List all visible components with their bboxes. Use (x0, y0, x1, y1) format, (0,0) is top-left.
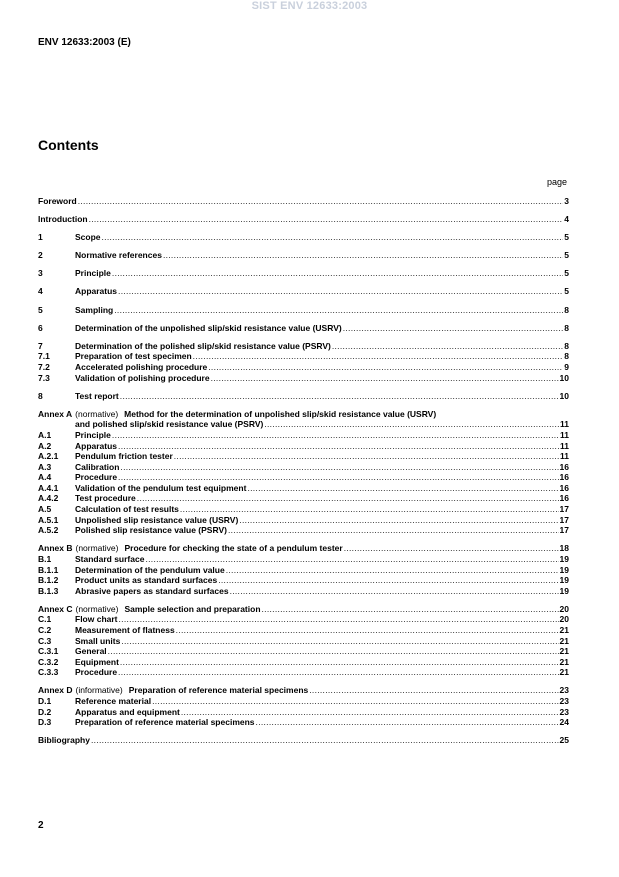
toc-entry[interactable] (38, 565, 569, 576)
toc-entry-page: 5 (564, 286, 569, 297)
annex-title: Sample selection and preparation (124, 603, 261, 614)
toc-entry-page: 21 (559, 656, 569, 667)
toc-entry[interactable] (38, 636, 569, 647)
toc-entry[interactable] (38, 696, 569, 707)
toc-entry[interactable] (38, 351, 569, 362)
toc-entry-page: 5 (564, 250, 569, 261)
toc-entry[interactable] (38, 575, 569, 586)
toc-leader-dots (118, 286, 563, 297)
toc-leader-dots (112, 268, 563, 279)
annex-label: Annex B (38, 543, 73, 554)
toc-entry[interactable] (38, 441, 569, 452)
toc-leader-dots (208, 362, 563, 373)
toc-entry-title: Test procedure (75, 493, 136, 504)
toc-entry[interactable] (38, 196, 569, 207)
watermark: SIST ENV 12633:2003 (251, 0, 368, 12)
toc-leader-dots (118, 667, 558, 678)
annex-title-continued: and polished slip/skid resistance value (PSRV) (75, 419, 264, 430)
page-number: 2 (38, 820, 44, 831)
toc-leader-dots (119, 614, 559, 625)
toc-entry-title: Validation of the pendulum test equipment (75, 482, 247, 493)
toc-entry[interactable] (38, 232, 569, 243)
toc-entry[interactable] (38, 430, 569, 441)
toc-entry-page: 21 (559, 667, 569, 678)
toc-leader-dots (112, 430, 559, 441)
toc-entry-title: Preparation of test specimen (75, 351, 192, 362)
toc-entry-number: A.5 (38, 504, 52, 515)
toc-entry[interactable] (38, 472, 569, 483)
toc-entry-page: 17 (559, 504, 569, 515)
toc-leader-dots (163, 250, 563, 261)
toc-entry-number: C.3.1 (38, 646, 59, 657)
toc-leader-dots (89, 214, 564, 225)
toc-entry-title: Calibration (75, 461, 120, 472)
toc-leader-dots (102, 232, 564, 243)
toc-entry-title: Apparatus and equipment (75, 706, 180, 717)
page-column-label: page (546, 177, 567, 187)
toc-entry-page: 11 (560, 429, 569, 440)
toc-entry-title: Bibliography (38, 735, 90, 746)
toc-entry-page: 10 (559, 372, 569, 383)
toc-entry[interactable] (38, 341, 569, 352)
annex-heading[interactable] (38, 543, 569, 554)
toc-entry-title: Normative references (75, 250, 162, 261)
annex-title: Procedure for checking the state of a pendulum tester (124, 543, 343, 554)
toc-entry[interactable] (38, 362, 569, 373)
toc-leader-dots (264, 419, 559, 430)
toc-entry-number: B.1.2 (38, 575, 59, 586)
toc-entry-number: A.4 (38, 472, 52, 483)
table-of-contents (38, 196, 569, 746)
toc-entry-number: A.5.1 (38, 514, 59, 525)
toc-entry-number: 1 (38, 232, 43, 243)
annex-title: Preparation of reference material specimens (128, 685, 309, 696)
annex-page: 11 (560, 419, 569, 430)
toc-entry[interactable] (38, 646, 569, 657)
toc-entry-page: 4 (564, 214, 569, 225)
toc-entry-number: 6 (38, 322, 43, 333)
toc-leader-dots (344, 543, 559, 554)
toc-leader-dots (332, 341, 563, 352)
toc-leader-dots (218, 575, 558, 586)
toc-entry[interactable] (38, 717, 569, 728)
toc-entry[interactable] (38, 250, 569, 261)
toc-leader-dots (91, 735, 559, 746)
toc-leader-dots (211, 373, 559, 384)
toc-entry-number: C.3.3 (38, 667, 59, 678)
toc-entry-page: 11 (560, 451, 569, 462)
toc-leader-dots (121, 636, 558, 647)
toc-entry-page: 19 (559, 564, 569, 575)
toc-entry-title: Apparatus (75, 286, 118, 297)
toc-entry-title: Product units as standard surfaces (75, 575, 218, 586)
annex-page: 18 (559, 543, 569, 554)
toc-entry-number: C.3.2 (38, 656, 59, 667)
toc-entry-title: Small units (75, 635, 121, 646)
toc-entry[interactable] (38, 286, 569, 297)
toc-leader-dots (120, 391, 559, 402)
toc-entry-title: Preparation of reference material specimens (75, 717, 255, 728)
toc-entry[interactable] (38, 451, 569, 462)
toc-entry-title: Flow chart (75, 614, 118, 625)
toc-leader-dots (343, 323, 564, 334)
toc-entry-page: 5 (564, 268, 569, 279)
toc-entry-number: 7.3 (38, 372, 50, 383)
toc-entry[interactable] (38, 268, 569, 279)
annex-heading-continued[interactable] (38, 419, 569, 430)
toc-entry-number: 8 (38, 390, 43, 401)
toc-leader-dots (78, 196, 564, 207)
toc-leader-dots (180, 504, 559, 515)
toc-entry-number: 7 (38, 340, 43, 351)
toc-entry-page: 21 (559, 635, 569, 646)
toc-entry[interactable] (38, 214, 569, 225)
toc-entry-page: 16 (559, 461, 569, 472)
toc-entry[interactable] (38, 483, 569, 494)
toc-entry-number: 7.2 (38, 361, 50, 372)
annex-label: Annex A (38, 408, 73, 419)
toc-entry[interactable] (38, 707, 569, 718)
toc-entry[interactable] (38, 625, 569, 636)
toc-entry-page: 8 (564, 304, 569, 315)
toc-entry-title: Principle (75, 429, 111, 440)
toc-leader-dots (145, 554, 558, 565)
toc-entry-number: B.1.3 (38, 585, 59, 596)
toc-entry-title: Polished slip resistance value (PSRV) (75, 525, 227, 536)
toc-entry-number: C.1 (38, 614, 52, 625)
annex-kind: (informative) (75, 685, 123, 696)
toc-entry[interactable] (38, 515, 569, 526)
toc-entry-title: Introduction (38, 214, 88, 225)
toc-entry-number: 4 (38, 286, 43, 297)
annex-kind: (normative) (75, 408, 119, 419)
toc-leader-dots (137, 493, 559, 504)
toc-entry-page: 8 (564, 351, 569, 362)
toc-leader-dots (193, 351, 564, 362)
toc-entry-number: 3 (38, 268, 43, 279)
toc-entry-number: A.2.1 (38, 451, 59, 462)
toc-entry-page: 17 (559, 514, 569, 525)
toc-entry-title: Sampling (75, 304, 114, 315)
toc-entry[interactable] (38, 586, 569, 597)
annex-heading[interactable] (38, 604, 569, 615)
toc-entry-page: 19 (559, 575, 569, 586)
toc-entry[interactable] (38, 493, 569, 504)
toc-entry-title: Unpolished slip resistance value (USRV) (75, 514, 239, 525)
toc-entry-page: 16 (559, 482, 569, 493)
toc-entry[interactable] (38, 504, 569, 515)
toc-leader-dots (176, 625, 559, 636)
toc-leader-dots (174, 451, 559, 462)
toc-entry-number: A.4.2 (38, 493, 59, 504)
toc-entry[interactable] (38, 462, 569, 473)
annex-heading[interactable] (38, 685, 569, 696)
toc-entry-title: Apparatus (75, 440, 118, 451)
annex-page: 23 (559, 685, 569, 696)
toc-entry[interactable] (38, 391, 569, 402)
toc-entry[interactable] (38, 525, 569, 536)
annex-heading[interactable] (38, 409, 569, 420)
toc-entry-title: Procedure (75, 667, 118, 678)
annex-label: Annex C (38, 603, 73, 614)
toc-entry-title: Accelerated polishing procedure (75, 361, 208, 372)
toc-entry-title: Reference material (75, 696, 152, 707)
annex-page: 20 (559, 603, 569, 614)
toc-entry-number: A.4.1 (38, 482, 59, 493)
toc-leader-dots (118, 441, 559, 452)
toc-entry-title: Standard surface (75, 553, 145, 564)
toc-entry-number: 2 (38, 250, 43, 261)
toc-leader-dots (262, 604, 559, 615)
toc-leader-dots (120, 657, 559, 668)
toc-entry-page: 11 (560, 440, 569, 451)
toc-entry-page: 5 (564, 232, 569, 243)
toc-entry-title: Measurement of flatness (75, 625, 175, 635)
toc-leader-dots (152, 696, 558, 707)
toc-entry-number: 5 (38, 304, 43, 315)
toc-entry[interactable] (38, 657, 569, 668)
toc-entry-number: C.2 (38, 625, 52, 635)
toc-leader-dots (114, 305, 563, 316)
toc-entry-number: D.2 (38, 706, 52, 717)
toc-leader-dots (239, 515, 558, 526)
toc-entry-number: A.1 (38, 429, 52, 440)
toc-entry-number: C.3 (38, 635, 52, 646)
toc-entry-title: Abrasive papers as standard surfaces (75, 585, 229, 596)
toc-leader-dots (120, 462, 558, 473)
toc-entry-title: Test report (75, 390, 119, 401)
toc-leader-dots (230, 586, 559, 597)
toc-entry-page: 19 (559, 553, 569, 564)
toc-leader-dots (226, 565, 559, 576)
toc-entry-number: A.5.2 (38, 525, 59, 536)
toc-entry-page: 8 (564, 322, 569, 333)
toc-entry-page: 8 (564, 340, 569, 351)
toc-leader-dots (309, 685, 558, 696)
toc-entry[interactable] (38, 667, 569, 678)
toc-entry-title: Scope (75, 232, 101, 243)
toc-entry-page: 20 (559, 614, 569, 625)
toc-leader-dots (247, 483, 558, 494)
toc-entry-title: Validation of polishing procedure (75, 372, 210, 383)
toc-entry[interactable] (38, 735, 569, 746)
toc-entry-title: Principle (75, 268, 111, 279)
toc-entry-title: Determination of the unpolished slip/skid resistance value (USRV) (75, 322, 342, 333)
toc-entry-page: 19 (559, 585, 569, 596)
toc-entry-title: Calculation of test results (75, 504, 179, 515)
toc-entry-page: 25 (559, 735, 569, 746)
toc-entry-page: 21 (559, 646, 569, 657)
toc-entry-page: 23 (559, 696, 569, 707)
toc-entry-number: A.2 (38, 440, 52, 451)
annex-title: Method for the determination of unpolished slip/skid resistance value (USRV) (124, 408, 437, 419)
page-title: Contents (38, 137, 99, 153)
toc-entry-page: 16 (559, 472, 569, 483)
toc-entry-page: 16 (559, 493, 569, 504)
toc-entry-number: D.1 (38, 696, 52, 707)
toc-entry-title: Procedure (75, 472, 118, 483)
toc-entry-page: 23 (559, 706, 569, 717)
toc-entry[interactable] (38, 323, 569, 334)
toc-entry-title: General (75, 646, 107, 657)
toc-entry-title: Equipment (75, 656, 119, 667)
toc-entry[interactable] (38, 305, 569, 316)
toc-entry-title: Pendulum friction tester (75, 451, 173, 462)
toc-leader-dots (256, 717, 559, 728)
toc-leader-dots (118, 472, 558, 483)
toc-entry[interactable] (38, 554, 569, 565)
toc-entry-page: 3 (564, 196, 569, 206)
toc-entry[interactable] (38, 373, 569, 384)
toc-leader-dots (108, 646, 559, 657)
toc-entry-number: D.3 (38, 717, 52, 728)
toc-entry-number: B.1.1 (38, 564, 59, 575)
toc-entry-title: Determination of the polished slip/skid resistance value (PSRV) (75, 340, 331, 351)
toc-leader-dots (181, 707, 559, 718)
annex-label: Annex D (38, 685, 73, 696)
toc-entry-title: Determination of the pendulum value (75, 564, 225, 575)
toc-entry-page: 24 (559, 717, 569, 728)
toc-leader-dots (228, 525, 559, 536)
toc-entry-page: 17 (559, 525, 569, 536)
toc-entry[interactable] (38, 614, 569, 625)
toc-entry-page: 10 (559, 390, 569, 401)
toc-entry-page: 21 (559, 625, 569, 635)
document-id: ENV 12633:2003 (E) (38, 37, 131, 48)
toc-entry-page: 9 (564, 361, 569, 372)
toc-entry-title: Foreword (38, 196, 77, 206)
annex-kind: (normative) (75, 543, 119, 554)
annex-kind: (normative) (75, 603, 119, 614)
toc-entry-number: 7.1 (38, 351, 50, 362)
toc-entry-number: B.1 (38, 553, 52, 564)
toc-entry-number: A.3 (38, 461, 52, 472)
